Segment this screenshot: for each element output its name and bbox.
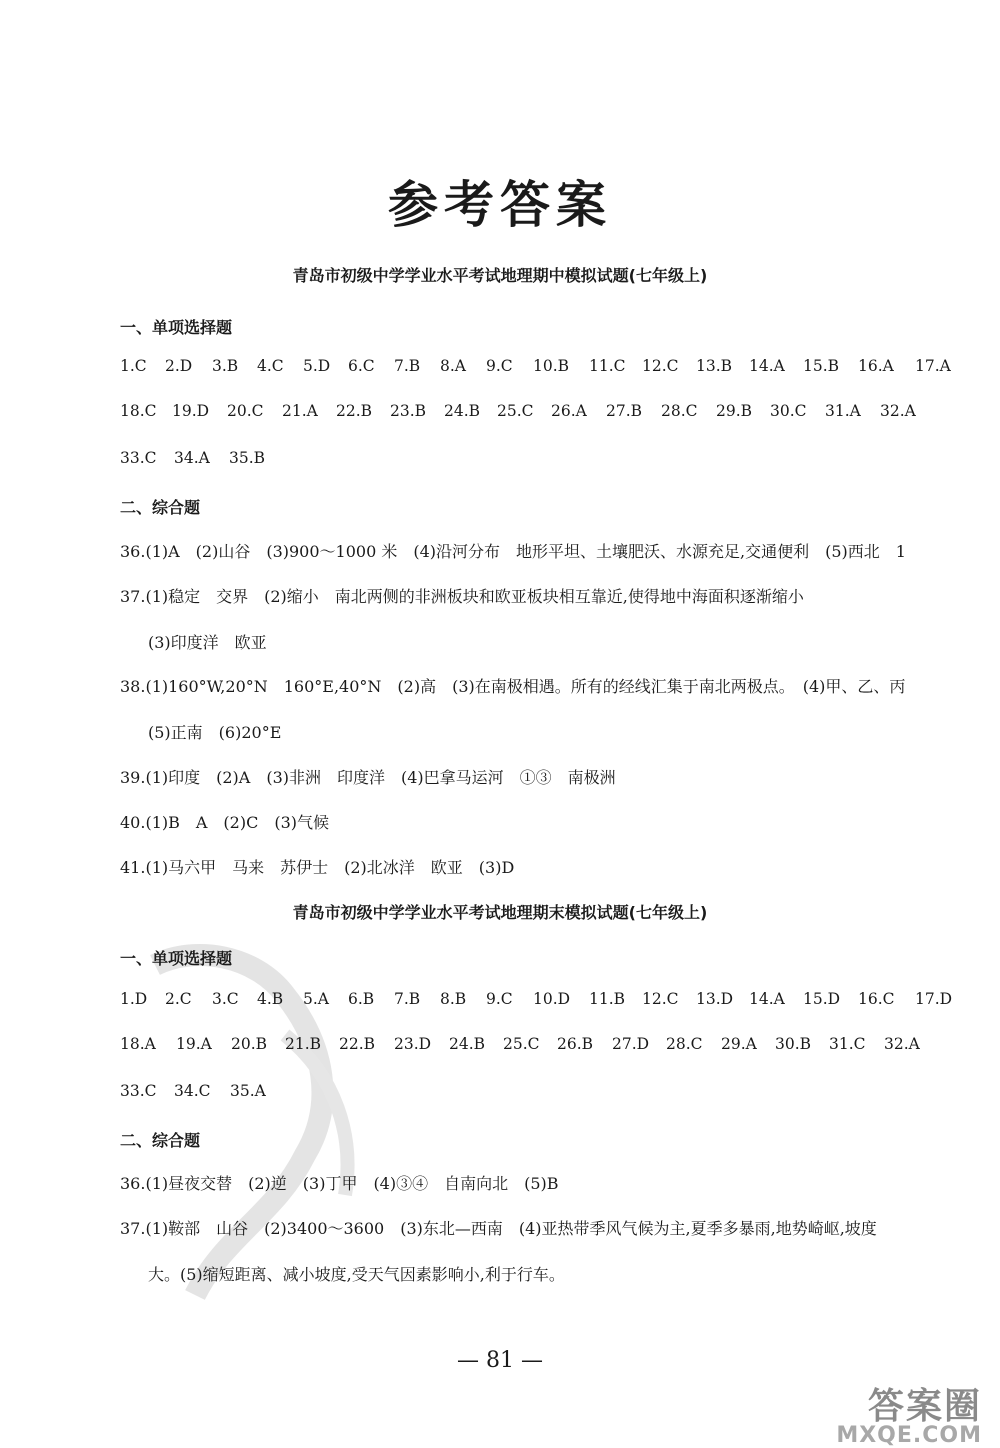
answer-item: 22.B [336,402,373,420]
answer-item: 2.D [165,357,193,375]
answer-item: 18.A [120,1035,156,1053]
answer-line: 36.(1)A (2)山谷 (3)900～1000 米 (4)沿河分布 地形平坦、土壤肥沃、水源充足,交通便利 (5)西北 1 [120,542,906,561]
answer-item: 34.A [174,449,210,467]
answer-item: 21.B [285,1035,322,1053]
section-heading-comprehensive: 二、综合题 [120,1131,201,1150]
answer-item: 17.D [915,990,953,1008]
answer-item: 7.B [394,990,421,1008]
page-number: — 81 — [457,1348,543,1373]
answer-item: 4.B [257,990,284,1008]
answer-item: 21.A [282,402,318,420]
answer-line: 37.(1)鞍部 山谷 (2)3400～3600 (3)东北—西南 (4)亚热带季风气候为主,夏季多暴雨,地势崎岖,坡度 [120,1219,877,1238]
answer-item: 3.B [212,357,239,375]
answer-item: 15.B [803,357,840,375]
answer-line: (3)印度洋 欧亚 [148,633,267,652]
answer-item: 24.B [449,1035,486,1053]
watermark-url: MXQE.COM [836,1423,982,1448]
answer-item: 35.A [230,1082,266,1100]
section-heading-choice: 一、单项选择题 [120,949,233,968]
answer-item: 33.C [120,449,157,467]
answer-item: 8.A [440,357,466,375]
answer-item: 15.D [803,990,841,1008]
answer-item: 14.A [749,990,785,1008]
answer-item: 17.A [915,357,951,375]
answer-item: 27.D [612,1035,650,1053]
answer-item: 33.C [120,1082,157,1100]
answer-item: 1.C [120,357,147,375]
answer-item: 35.B [229,449,266,467]
answer-item: 26.B [557,1035,594,1053]
answer-item: 12.C [642,990,679,1008]
answer-item: 26.A [551,402,587,420]
answer-item: 23.B [390,402,427,420]
answer-line: 39.(1)印度 (2)A (3)非洲 印度洋 (4)巴拿马运河 ①③ 南极洲 [120,768,616,787]
answer-line: 36.(1)昼夜交替 (2)逆 (3)丁甲 (4)③④ 自南向北 (5)B [120,1174,559,1193]
answer-item: 13.D [696,990,734,1008]
answer-item: 27.B [606,402,643,420]
answer-line: 40.(1)B A (2)C (3)气候 [120,813,329,832]
answer-item: 8.B [440,990,467,1008]
answer-item: 28.C [666,1035,703,1053]
answer-item: 16.A [858,357,894,375]
answer-item: 5.D [303,357,331,375]
answer-item: 20.B [231,1035,268,1053]
section-title-midterm: 青岛市初级中学学业水平考试地理期中模拟试题(七年级上) [292,266,708,285]
answer-item: 19.A [176,1035,212,1053]
answer-line: 38.(1)160°W,20°N 160°E,40°N (2)高 (3)在南极相遇。所有的经线汇集于南北两极点。 (4)甲、乙、丙 [120,677,906,696]
answer-item: 31.A [825,402,861,420]
answer-item: 29.B [716,402,753,420]
answer-item: 6.B [348,990,375,1008]
answer-item: 1.D [120,990,148,1008]
answer-item: 30.B [775,1035,812,1053]
answer-item: 24.B [444,402,481,420]
page-title: 参考答案 [388,176,612,234]
answer-item: 25.C [503,1035,540,1053]
answer-item: 25.C [497,402,534,420]
answer-item: 22.B [339,1035,376,1053]
answer-item: 23.D [394,1035,432,1053]
answer-item: 10.D [533,990,571,1008]
answer-item: 28.C [661,402,698,420]
answer-item: 16.C [858,990,895,1008]
answer-item: 11.B [589,990,626,1008]
answer-item: 20.C [227,402,264,420]
answer-item: 29.A [721,1035,757,1053]
watermark [836,1378,982,1448]
answer-item: 9.C [486,990,513,1008]
answer-item: 10.B [533,357,570,375]
answer-item: 3.C [212,990,239,1008]
answer-item: 7.B [394,357,421,375]
answer-line: 大。(5)缩短距离、减小坡度,受天气因素影响小,利于行车。 [148,1265,565,1284]
answer-line: 37.(1)稳定 交界 (2)缩小 南北两侧的非洲板块和欧亚板块相互靠近,使得地中海面积逐渐缩小 [120,587,804,606]
answer-item: 14.A [749,357,785,375]
answer-item: 31.C [829,1035,866,1053]
answer-item: 34.C [174,1082,211,1100]
answer-item: 9.C [486,357,513,375]
answer-item: 6.C [348,357,375,375]
answer-item: 19.D [172,402,210,420]
answer-item: 18.C [120,402,157,420]
answer-item: 4.C [257,357,284,375]
section-heading-comprehensive: 二、综合题 [120,498,201,517]
answer-item: 11.C [589,357,626,375]
answer-item: 30.C [770,402,807,420]
answer-line: 41.(1)马六甲 马来 苏伊士 (2)北冰洋 欧亚 (3)D [120,858,515,877]
section-title-final: 青岛市初级中学学业水平考试地理期末模拟试题(七年级上) [292,903,708,922]
answer-item: 13.B [696,357,733,375]
answer-item: 32.A [884,1035,920,1053]
watermark-logo: 答案圈 [867,1386,982,1427]
answer-line: (5)正南 (6)20°E [148,723,282,742]
section-heading-choice: 一、单项选择题 [120,318,233,337]
answer-item: 12.C [642,357,679,375]
answer-item: 2.C [165,990,192,1008]
answer-item: 32.A [880,402,916,420]
answer-item: 5.A [303,990,329,1008]
